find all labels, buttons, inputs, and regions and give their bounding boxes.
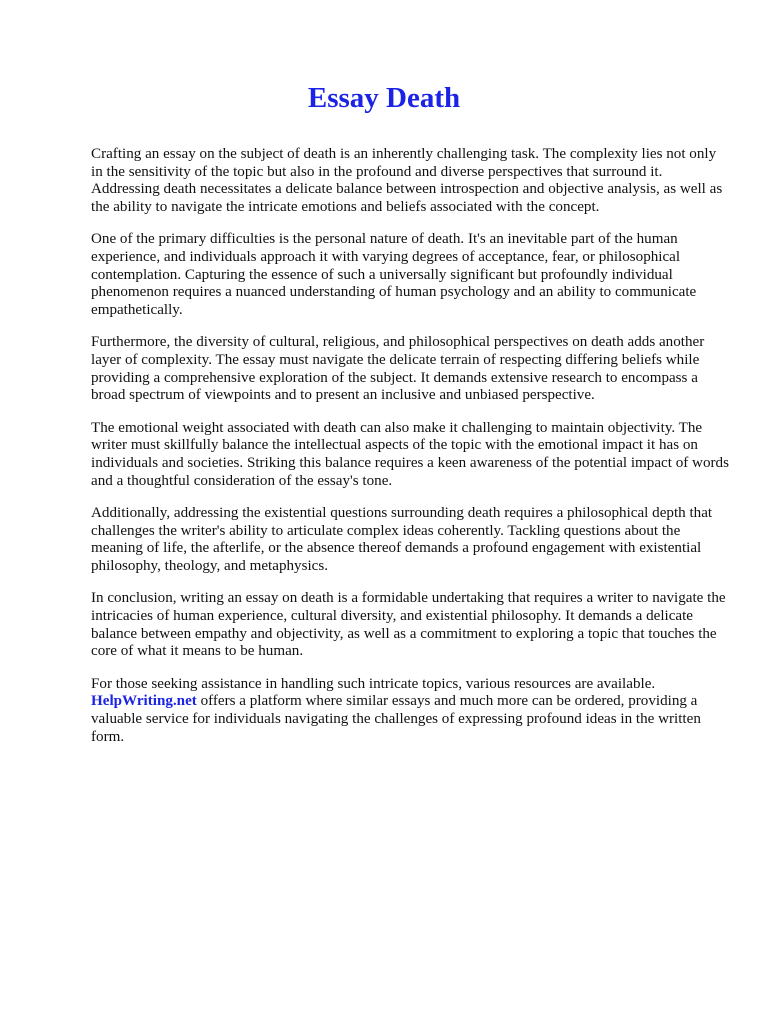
final-paragraph-intro: For those seeking assistance in handling such intricate topics, various resources are available. bbox=[91, 675, 656, 692]
paragraph-5: Additionally, addressing the existential questions surrounding death requires a philosophical depth that challenges the writer's ability to articulate complex ideas coherently. Tackling questions about the meaning of life, the afterlife, or the absence thereof demands a profound engagement with existential philosophy, theology, and metaphysics. bbox=[91, 505, 713, 574]
helpwriting-link[interactable]: HelpWriting.net bbox=[91, 693, 197, 710]
final-paragraph-outro: offers a platform where similar essays and much more can be ordered, providing a valuable service for individuals navigating the challenges of expressing profound ideas in the written form. bbox=[91, 693, 701, 745]
paragraph-4: The emotional weight associated with death can also make it challenging to maintain objectivity. The writer must skillfully balance the intellectual aspects of the topic with the emotional impact it has on individuals and societies. Striking this balance requires a keen awareness of the potential impact of words and a thoughtful consideration of the essay's tone. bbox=[91, 419, 729, 489]
paragraph-6: In conclusion, writing an essay on death is a formidable undertaking that requires a writer to navigate the intricacies of human experience, cultural diversity, and existential philosophy. It demands a delicate balance between empathy and objectivity, as well as a commitment to exploring a topic that touches the core of what it means to be human. bbox=[91, 590, 726, 660]
paragraph-1: Crafting an essay on the subject of death is an inherently challenging task. The complexity lies not only in the sensitivity of the topic but also in the profound and diverse perspectives that surround it. Addressing death necessitates a delicate balance between introspection and objective analysis, as well as the ability to navigate the intricate emotions and beliefs associated with the concept. bbox=[91, 146, 723, 215]
paragraph-2: One of the primary difficulties is the personal nature of death. It's an inevitable part of the human experience, and individuals approach it with varying degrees of acceptance, fear, or philosophical contemplation. Capturing the essence of such a universally significant but profoundly individual phenomenon requires a nuanced understanding of human psychology and an ability to communicate empathetically. bbox=[91, 231, 697, 318]
paragraph-3: Furthermore, the diversity of cultural, religious, and philosophical perspectives on death adds another layer of complexity. The essay must navigate the delicate terrain of respecting differing beliefs while providing a comprehensive exploration of the subject. It demands extensive research to encompass a broad spectrum of viewpoints and to present an inclusive and unbiased perspective. bbox=[91, 334, 705, 404]
paragraph-7 bbox=[91, 676, 729, 746]
page-title: Essay Death bbox=[307, 82, 461, 114]
essay-body bbox=[91, 146, 729, 761]
